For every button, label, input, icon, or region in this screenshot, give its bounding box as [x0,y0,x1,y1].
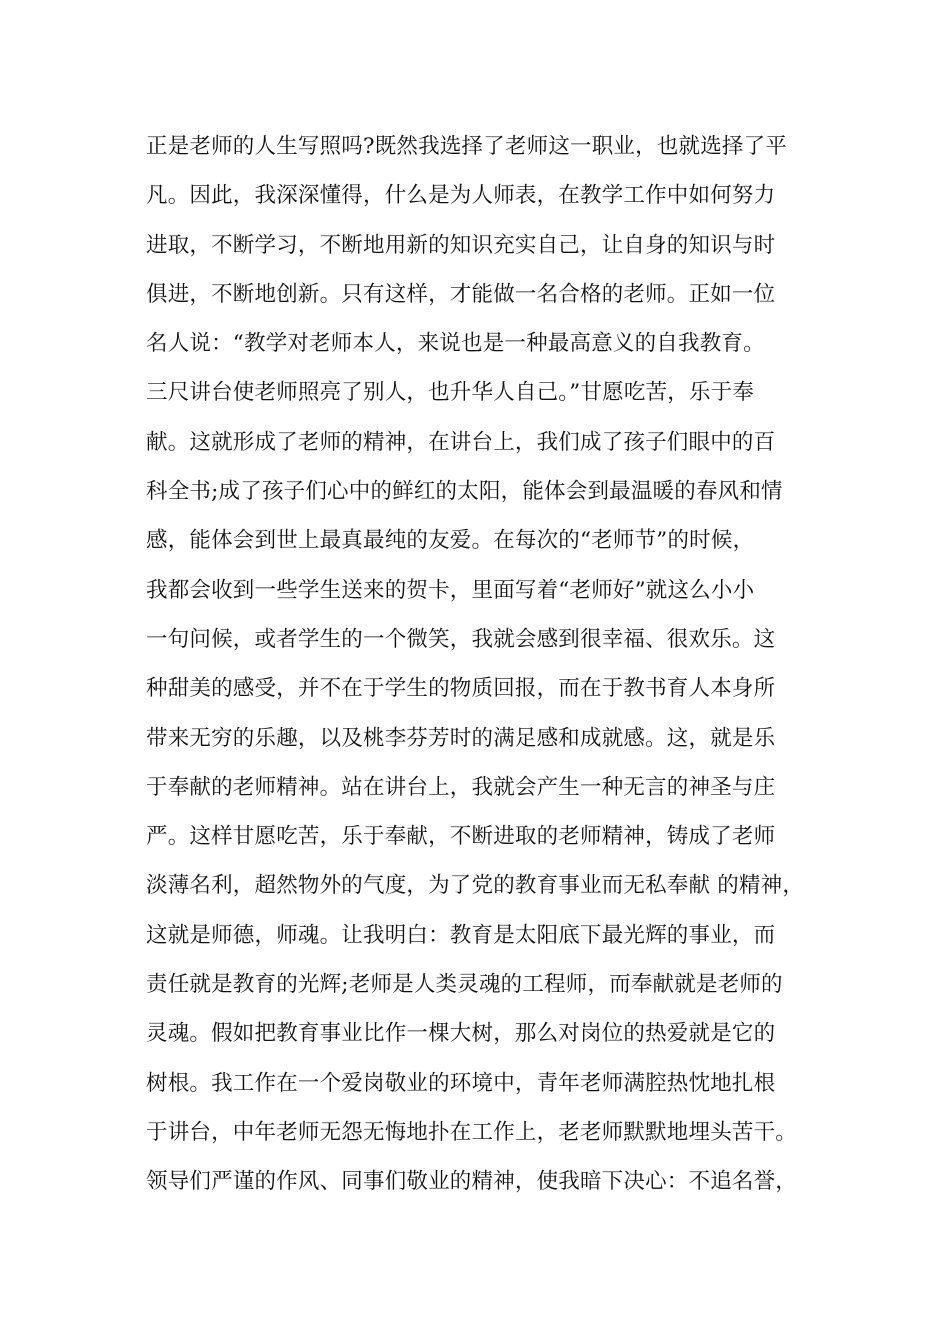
body-text [146,130,826,1215]
text-line: 灵魂。假如把教育事业比作一棵大树，那么对岗位的热爱就是它的 [146,1021,776,1047]
text-line: 献。这就形成了老师的精神，在讲台上，我们成了孩子们眼中的百 [146,429,776,455]
text-line: 淡薄名利，超然物外的气度，为了党的教育事业而无私奉献 的精神， [146,873,805,899]
text-line: 我都会收到一些学生送来的贺卡，里面写着“老师好”就这么小小 [146,577,755,603]
text-line: 三尺讲台使老师照亮了别人，也升华人自己。”甘愿吃苦，乐于奉 [146,380,755,406]
text-line: 一句问候，或者学生的一个微笑，我就会感到很幸福、很欢乐。这 [146,626,776,652]
text-line: 俱进，不断地创新。只有这样，才能做一名合格的老师。正如一位 [146,281,776,307]
text-line: 带来无穷的乐趣，以及桃李芬芳时的满足感和成就感。这，就是乐 [146,725,776,751]
text-line: 凡。因此，我深深懂得，什么是为人师表，在教学工作中如何努力 [146,183,776,209]
text-line: 领导们严谨的作风、同事们敬业的精神，使我暗下决心：不追名誉， [146,1169,798,1195]
text-line: 树根。我工作在一个爱岗敬业的环境中，青年老师满腔热忱地扎根 [146,1070,776,1096]
text-line: 于奉献的老师精神。站在讲台上，我就会产生一种无言的神圣与庄 [146,774,776,800]
text-line: 进取，不断学习，不断地用新的知识充实自己，让自身的知识与时 [146,232,776,258]
text-line: 责任就是教育的光辉;老师是人类灵魂的工程师，而奉献就是老师的 [146,972,783,998]
text-line: 种甜美的感受，并不在于学生的物质回报，而在于教书育人本身所 [146,676,776,702]
text-line: 严。这样甘愿吃苦，乐于奉献，不断进取的老师精神，铸成了老师 [146,824,776,850]
text-line: 名人说：“教学对老师本人，来说也是一种最高意义的自我教育。 [146,331,765,357]
text-line: 这就是师德，师魂。让我明白：教育是太阳底下最光辉的事业，而 [146,922,776,948]
text-line: 于讲台，中年老师无怨无悔地扑在工作上，老老师默默地埋头苦干。 [146,1119,798,1145]
text-line: 感，能体会到世上最真最纯的友爱。在每次的“老师节”的时候， [146,528,755,554]
text-line: 科全书;成了孩子们心中的鲜红的太阳，能体会到最温暖的春风和情 [146,479,783,505]
text-line: 正是老师的人生写照吗?既然我选择了老师这一职业，也就选择了平 [146,134,788,159]
